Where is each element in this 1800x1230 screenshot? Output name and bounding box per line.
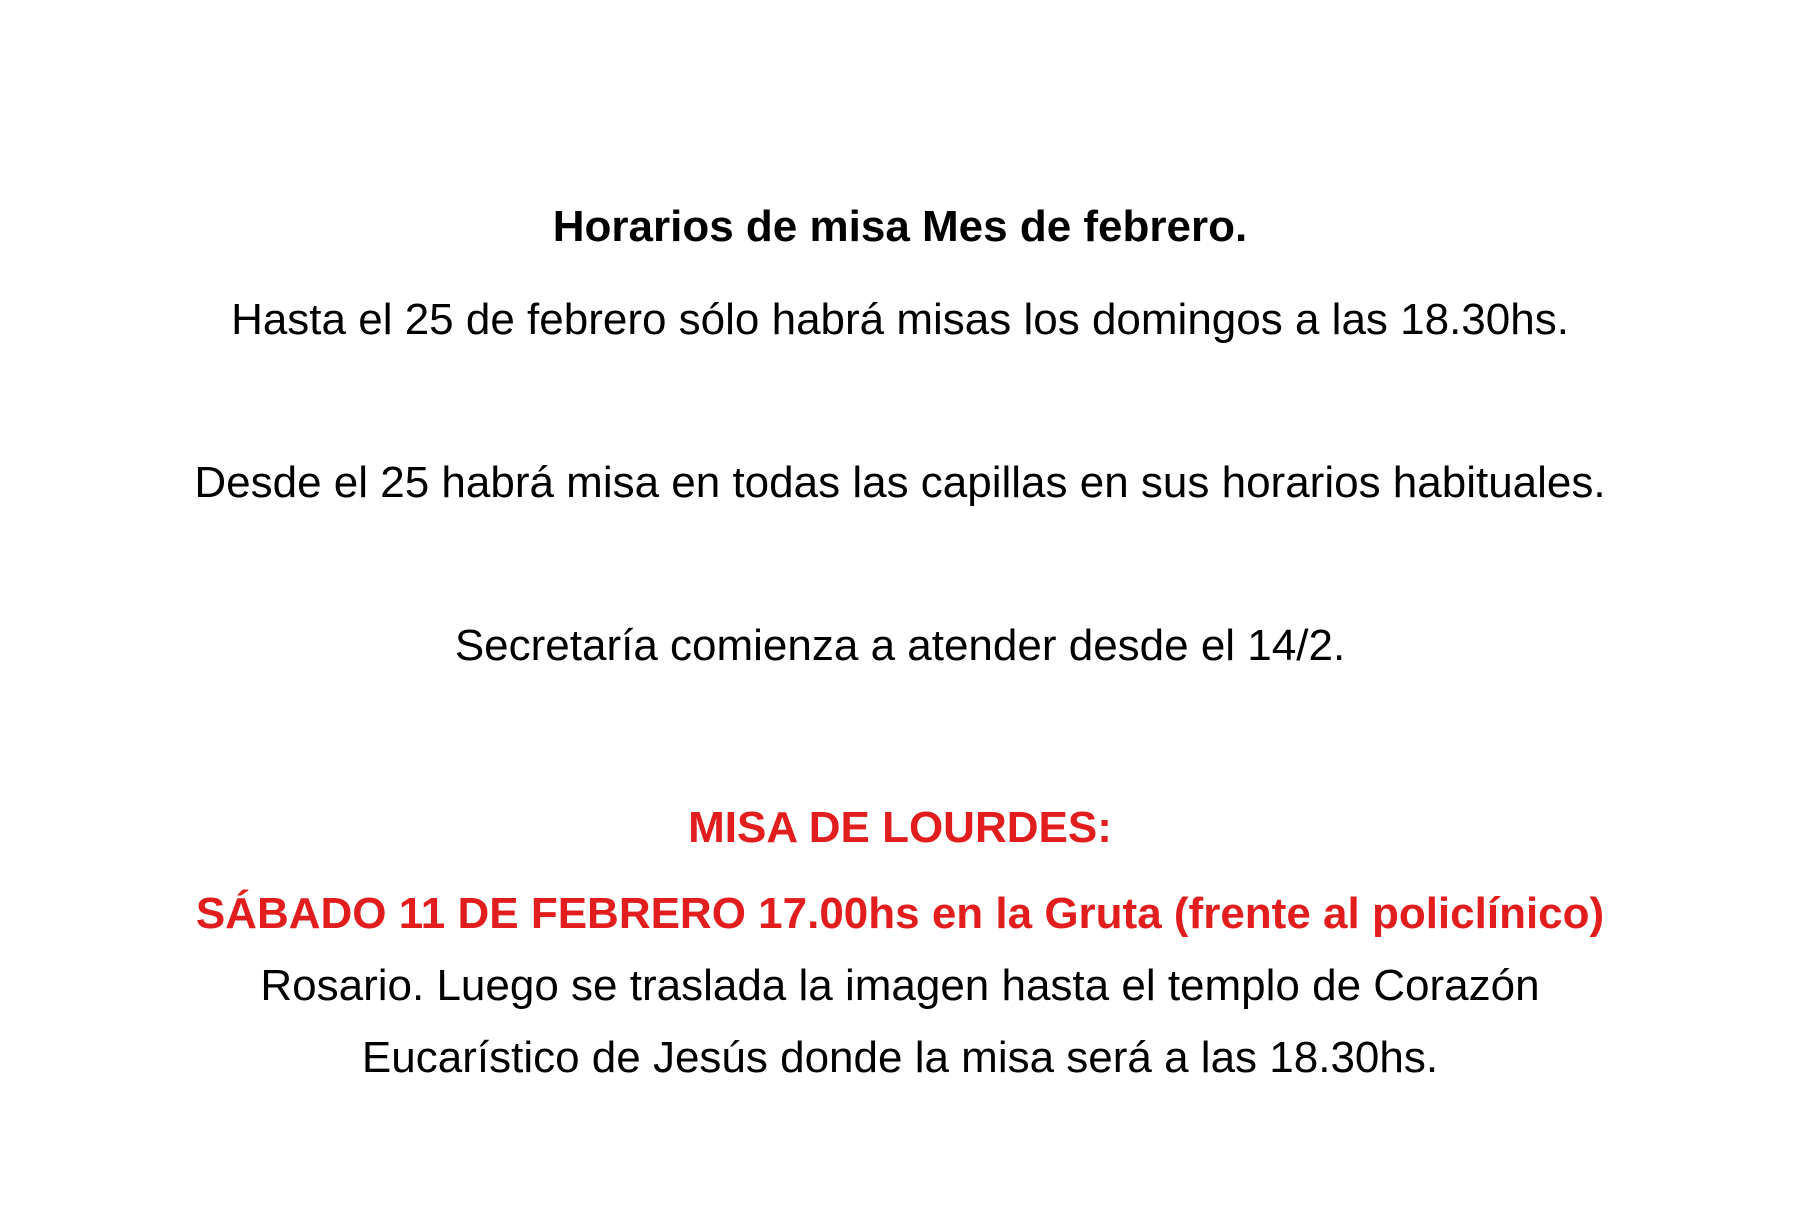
lourdes-mass-heading: MISA DE LOURDES:: [688, 803, 1112, 852]
paragraph-secretary-hours: Secretaría comienza a atender desde el 14/2.: [454, 621, 1346, 670]
paragraph-sunday-masses: Hasta el 25 de febrero sólo habrá misas los domingos a las 18.30hs.: [231, 295, 1569, 344]
paragraph-chapels-schedule: Desde el 25 habrá misa en todas las capillas en sus horarios habituales.: [194, 458, 1606, 507]
lourdes-date-highlight: SÁBADO 11 DE FEBRERO 17.00hs en la Gruta (frente al policlínico): [195, 889, 1605, 938]
document-title: Horarios de misa Mes de febrero.: [552, 202, 1248, 251]
lourdes-mass-details: [170, 878, 1630, 1094]
lourdes-description: Rosario. Luego se traslada la imagen hasta el templo de Corazón Eucarístico de Jesús donde la misa será a las 18.30hs.: [260, 961, 1540, 1082]
